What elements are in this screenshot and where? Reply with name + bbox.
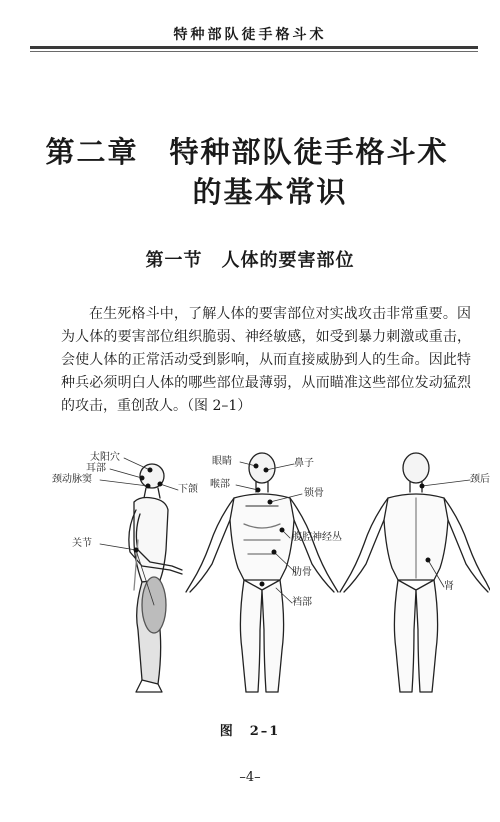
label-nose: 鼻子 <box>294 458 314 469</box>
body-illustration <box>30 440 490 705</box>
label-rib: 肋骨 <box>292 567 312 578</box>
body-paragraph-block <box>61 303 471 418</box>
label-temple: 太阳穴 <box>90 452 120 463</box>
section-title: 第一节 人体的要害部位 <box>145 250 355 271</box>
chapter-title <box>0 132 500 212</box>
label-back-of-neck: 颈后 <box>470 474 490 485</box>
figure-caption: 图 2–1 <box>219 724 281 739</box>
label-kidney: 肾 <box>444 581 454 592</box>
label-joint: 关节 <box>72 538 92 549</box>
chapter-title-line-1: 第二章 特种部队徒手格斗术 <box>45 135 449 169</box>
header-rule-thin <box>30 51 478 52</box>
side-view-figure <box>129 464 182 692</box>
label-ear: 耳部 <box>86 463 106 474</box>
label-celiac-plexus: 腹腔神经丛 <box>292 532 342 543</box>
back-view-figure <box>340 453 490 692</box>
label-jaw: 下颌 <box>178 484 198 495</box>
label-groin: 裆部 <box>292 597 312 608</box>
header-rule <box>30 46 478 49</box>
label-clavicle: 锁骨 <box>304 488 324 499</box>
body-paragraph: 在生死格斗中，了解人体的要害部位对实战攻击非常重要。因为人体的要害部位组织脆弱、神经敏感，如受到暴力刺激或重击，会使人体的正常活动受到影响，从而直接威胁到人的生命。因此特种兵必须明白人体的哪些部位最薄弱，从而瞄准这些部位发动猛烈的攻击，重创敌人。（图 2–1） <box>61 306 471 414</box>
label-throat: 喉部 <box>210 479 230 490</box>
running-head: 特种部队徒手格斗术 <box>173 27 327 43</box>
chapter-title-line-2: 的基本常识 <box>192 175 348 209</box>
label-carotid-sinus: 颈动脉窦 <box>52 474 92 485</box>
anatomy-figure <box>30 440 490 705</box>
page-number: –4– <box>239 770 261 785</box>
label-eye: 眼睛 <box>212 456 232 467</box>
